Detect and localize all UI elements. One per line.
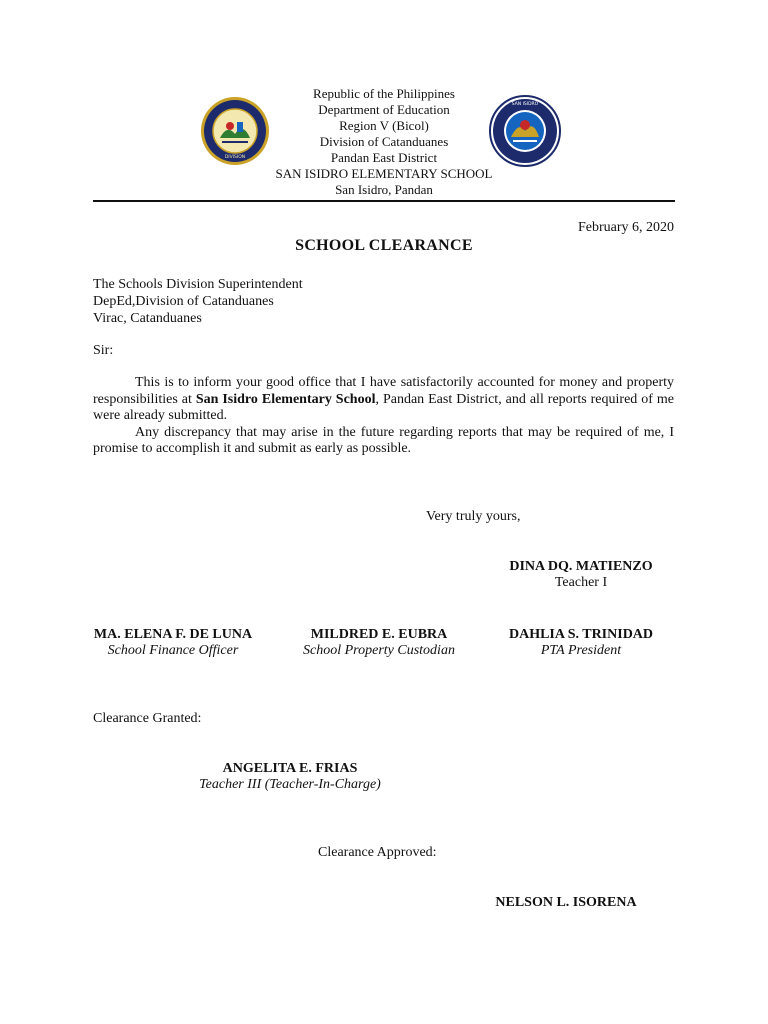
approver-title: School Finance Officer bbox=[107, 643, 239, 658]
addressee-line: The Schools Division Superintendent bbox=[93, 277, 303, 292]
letterhead-line-republic: Republic of the Philippines bbox=[313, 86, 455, 101]
svg-text:SAN ISIDRO: SAN ISIDRO bbox=[511, 102, 539, 107]
letterhead bbox=[0, 86, 768, 198]
addressee-line: DepEd,Division of Catanduanes bbox=[93, 294, 274, 309]
approver-property bbox=[279, 627, 479, 659]
addressee-block bbox=[93, 276, 303, 327]
approver-finance bbox=[83, 627, 263, 659]
signer-title: Teacher I bbox=[554, 575, 608, 590]
letter-body bbox=[93, 375, 674, 458]
clearance-granted-label: Clearance Granted: bbox=[93, 711, 202, 726]
letterhead-line-district: Pandan East District bbox=[330, 150, 438, 165]
signer-name: DINA DQ. MATIENZO bbox=[509, 559, 653, 574]
closing-phrase: Very truly yours, bbox=[426, 509, 521, 524]
letter-date: February 6, 2020 bbox=[577, 220, 674, 235]
letterhead-line-department: Department of Education bbox=[318, 102, 450, 117]
approver-name: MILDRED E. EUBRA bbox=[310, 627, 448, 642]
approver-name: MA. ELENA F. DE LUNA bbox=[93, 627, 253, 642]
document-title: SCHOOL CLEARANCE bbox=[295, 237, 473, 254]
granted-title: Teacher III (Teacher-In-Charge) bbox=[199, 777, 381, 792]
addressee-line: Virac, Catanduanes bbox=[93, 311, 202, 326]
header-divider bbox=[93, 200, 675, 202]
clearance-approved-label: Clearance Approved: bbox=[318, 845, 437, 860]
svg-text:DIVISION: DIVISION bbox=[224, 155, 246, 160]
body-paragraph-2: Any discrepancy that may arise in the future regarding reports that may be required of me, I promise to accomplish it and submit as early as possible. bbox=[93, 424, 674, 456]
letterhead-line-division: Division of Catanduanes bbox=[319, 134, 449, 149]
salutation: Sir: bbox=[93, 343, 114, 358]
approver-title: School Property Custodian bbox=[303, 643, 455, 658]
signer-block bbox=[481, 559, 681, 591]
approved-name: NELSON L. ISORENA bbox=[495, 895, 637, 910]
clearance-approved-signatory bbox=[466, 895, 666, 911]
school-name-bold: San Isidro Elementary School bbox=[195, 391, 376, 407]
granted-name: ANGELITA E. FRIAS bbox=[222, 761, 358, 776]
letterhead-line-address: San Isidro, Pandan bbox=[335, 182, 433, 197]
body-paragraph-1: This is to inform your good office that I have satisfactorily accounted for money and property responsibilities at San Isidro Elementary School, Pandan East District, and all reports required of me were already submitted. bbox=[93, 375, 674, 423]
approver-title: PTA President bbox=[540, 643, 622, 658]
letterhead-line-school: SAN ISIDRO ELEMENTARY SCHOOL bbox=[275, 166, 493, 181]
approver-name: DAHLIA S. TRINIDAD bbox=[508, 627, 654, 642]
approver-pta bbox=[481, 627, 681, 659]
letterhead-line-region: Region V (Bicol) bbox=[339, 118, 429, 133]
clearance-granted-signatory bbox=[180, 761, 400, 793]
